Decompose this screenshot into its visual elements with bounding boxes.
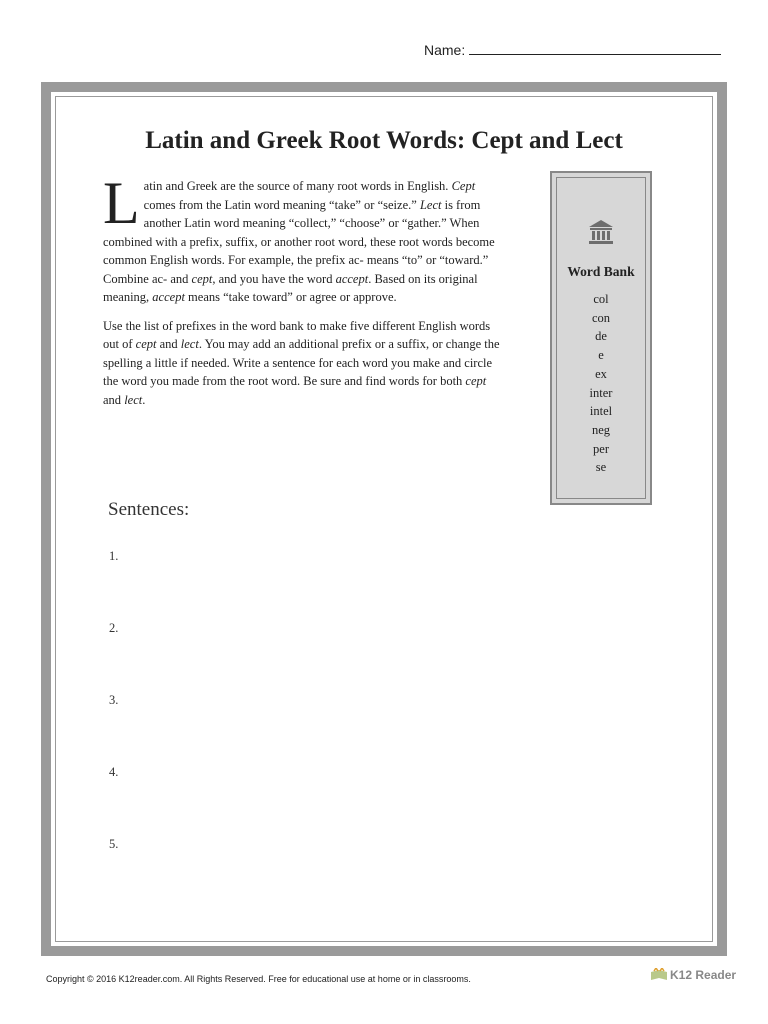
word-bank-item: inter (589, 385, 613, 400)
word-bank-item: de (595, 329, 607, 344)
sentence-number-3: 3. (109, 693, 119, 707)
word-bank-item: neg (591, 422, 611, 437)
word-bank-item: ex (595, 366, 607, 381)
sentence-number-4: 4. (109, 765, 119, 779)
name-label: Name: (424, 42, 466, 58)
decorative-border-frame (41, 82, 727, 956)
word-bank-title: Word Bank (567, 264, 635, 279)
sentence-number-1: 1. (109, 549, 119, 563)
intro-paragraph-1: Latin and Greek are the source of many root words in English. Cept comes from the Latin word meaning “take” or “seize.” Lect is from another Latin word meaning “collect,” “choose” or “gather.” When combined with a prefix, suffix, or another root word, these root words become common English words. For example, the prefix ac- means “to” or “toward.” Combine ac- and cept, and you have the word accept. Based on its original meaning, accept means “take toward” or agree or approve. (103, 170, 495, 304)
drop-cap: L (103, 170, 140, 236)
word-bank-box (550, 171, 652, 505)
intro-paragraph-2: Use the list of prefixes in the word bank to make five different English words out of cept and lect. You may add an additional prefix or a suffix, or change the spelling a little if needed. Write a sentence for each word you make and circle the word you made from the root word. Be sure and find words for both cept and lect. (103, 318, 500, 407)
sentence-number-2: 2. (109, 621, 119, 635)
name-field (424, 42, 721, 58)
copyright-text: Copyright © 2016 K12reader.com. All Rights Reserved. Free for educational use at home or in classrooms. (46, 974, 471, 984)
word-bank-item: per (593, 441, 609, 456)
sentences-heading: Sentences: (108, 499, 190, 520)
worksheet-title: Latin and Greek Root Words: Cept and Lect (145, 127, 623, 154)
word-bank-item: intel (589, 404, 613, 419)
word-bank-item: col (593, 292, 609, 306)
worksheet-body (55, 96, 713, 942)
sentence-number-5: 5. (109, 837, 119, 851)
word-bank-item: se (595, 460, 607, 475)
book-icon (650, 968, 668, 982)
word-bank-item: con (591, 310, 611, 325)
temple-icon (587, 218, 615, 246)
word-bank-inner (556, 177, 646, 499)
instructions-text (103, 170, 503, 419)
logo-text: K12 Reader (670, 968, 737, 982)
word-bank-item: e (598, 348, 604, 363)
k12reader-logo (650, 968, 736, 982)
name-blank-line (469, 43, 721, 55)
word-bank-list (557, 290, 645, 477)
